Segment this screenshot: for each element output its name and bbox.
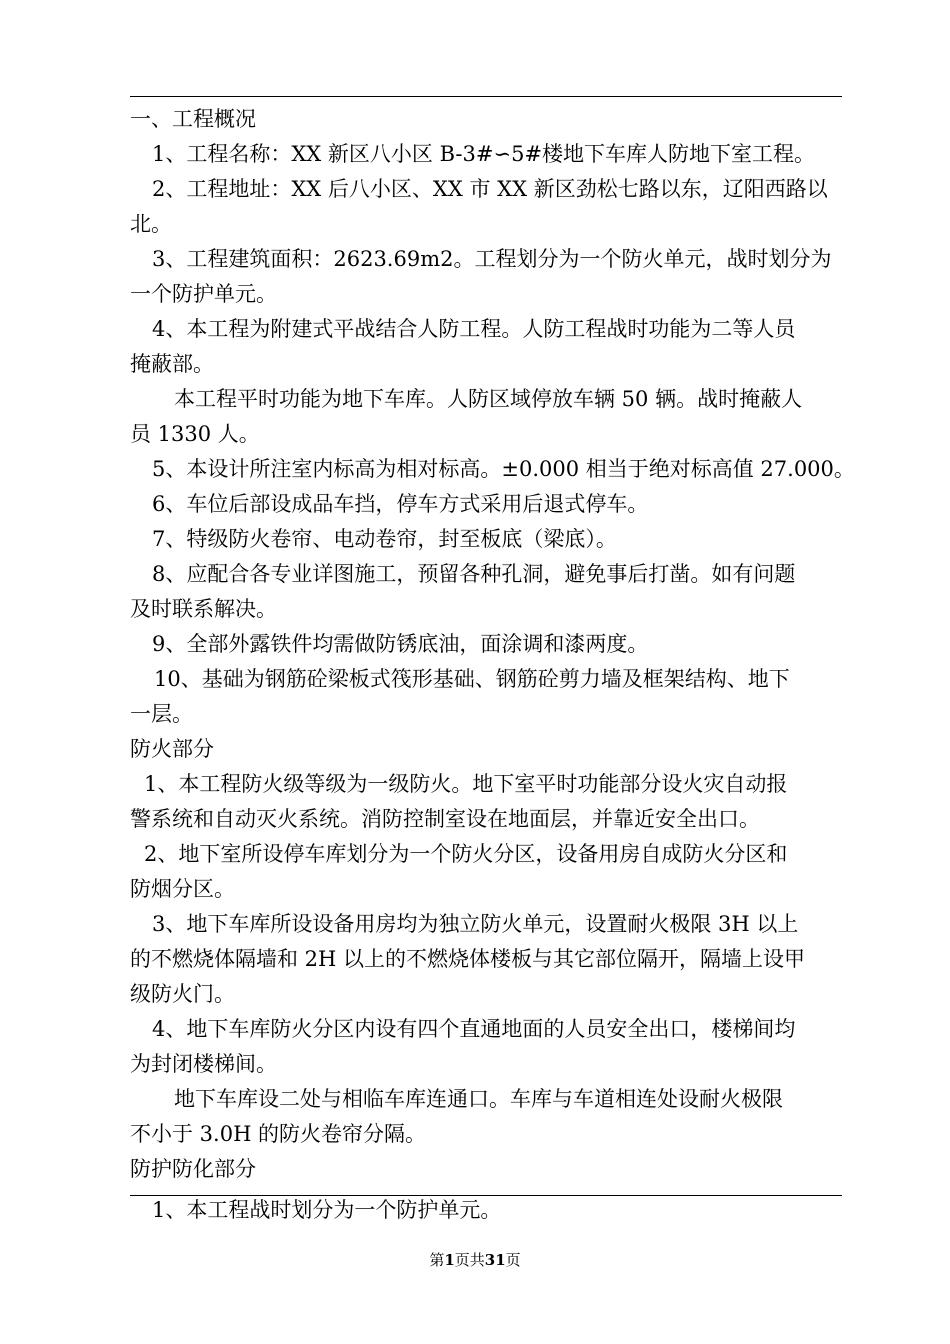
paragraph-line: 10、基础为钢筋砼梁板式筏形基础、钢筋砼剪力墙及框架结构、地下	[154, 667, 790, 691]
paragraph-line: 4、本工程为附建式平战结合人防工程。人防工程战时功能为二等人员	[152, 317, 796, 341]
section-heading-overview: 一、工程概况	[130, 107, 256, 131]
section-heading-protection: 防护防化部分	[130, 1157, 256, 1181]
document-body	[130, 102, 855, 1228]
footer-prefix: 第	[429, 1251, 445, 1269]
paragraph-line: 不小于 3.0H 的防火卷帘分隔。	[130, 1122, 427, 1146]
paragraph-line: 防烟分区。	[130, 877, 235, 901]
paragraph-line: 4、地下车库防火分区内设有四个直通地面的人员安全出口，楼梯间均	[152, 1017, 796, 1041]
paragraph-line: 2、地下室所设停车库划分为一个防火分区，设备用房自成防火分区和	[144, 842, 788, 866]
paragraph-line: 9、全部外露铁件均需做防锈底油，面涂调和漆两度。	[152, 632, 649, 656]
header-rule	[130, 96, 842, 97]
paragraph-line: 8、应配合各专业详图施工，预留各种孔洞，避免事后打凿。如有问题	[152, 562, 796, 586]
footer-mid: 页共	[454, 1251, 485, 1269]
footer-suffix: 页	[505, 1251, 521, 1269]
paragraph-line: 警系统和自动灭火系统。消防控制室设在地面层，并靠近安全出口。	[130, 807, 760, 831]
paragraph-line: 7、特级防火卷帘、电动卷帘，封至板底（梁底）。	[152, 527, 617, 551]
paragraph-line: 3、地下车库所设设备用房均为独立防火单元，设置耐火极限 3H 以上	[152, 912, 799, 936]
paragraph-line: 为封闭楼梯间。	[130, 1052, 277, 1076]
paragraph-line: 本工程平时功能为地下车库。人防区域停放车辆 50 辆。战时掩蔽人	[174, 387, 803, 411]
paragraph-line: 3、工程建筑面积：2623.69m2。工程划分为一个防火单元，战时划分为	[152, 247, 832, 271]
footer-rule	[130, 1195, 842, 1196]
paragraph-line: 2、工程地址：XX 后八小区、XX 市 XX 新区劲松七路以东，辽阳西路以	[152, 177, 828, 201]
paragraph-line: 5、本设计所注室内标高为相对标高。±0.000 相当于绝对标高值 27.000。	[152, 457, 855, 481]
section-heading-fire: 防火部分	[130, 737, 214, 761]
paragraph-line: 一层。	[130, 702, 193, 726]
paragraph-line: 员 1330 人。	[130, 422, 260, 446]
paragraph-line: 的不燃烧体隔墙和 2H 以上的不燃烧体楼板与其它部位隔开，隔墙上设甲	[130, 947, 806, 971]
paragraph-line: 级防火门。	[130, 982, 235, 1006]
paragraph-line: 地下车库设二处与相临车库连通口。车库与车道相连处设耐火极限	[174, 1087, 783, 1111]
paragraph-line: 6、车位后部设成品车挡，停车方式采用后退式停车。	[152, 492, 649, 516]
footer-total-pages: 31	[484, 1251, 506, 1269]
paragraph-line: 及时联系解决。	[130, 597, 277, 621]
paragraph-line: 1、工程名称：XX 新区八小区 B-3#∽5#楼地下车库人防地下室工程。	[152, 142, 816, 166]
paragraph-line: 1、本工程战时划分为一个防护单元。	[152, 1198, 502, 1222]
paragraph-line: 1、本工程防火级等级为一级防火。地下室平时功能部分设火灾自动报	[144, 772, 788, 796]
paragraph-line: 一个防护单元。	[130, 282, 277, 306]
paragraph-line: 掩蔽部。	[130, 352, 214, 376]
paragraph-line: 北。	[130, 212, 172, 236]
footer-page-number: 1	[444, 1251, 455, 1269]
page-footer	[0, 1250, 950, 1270]
